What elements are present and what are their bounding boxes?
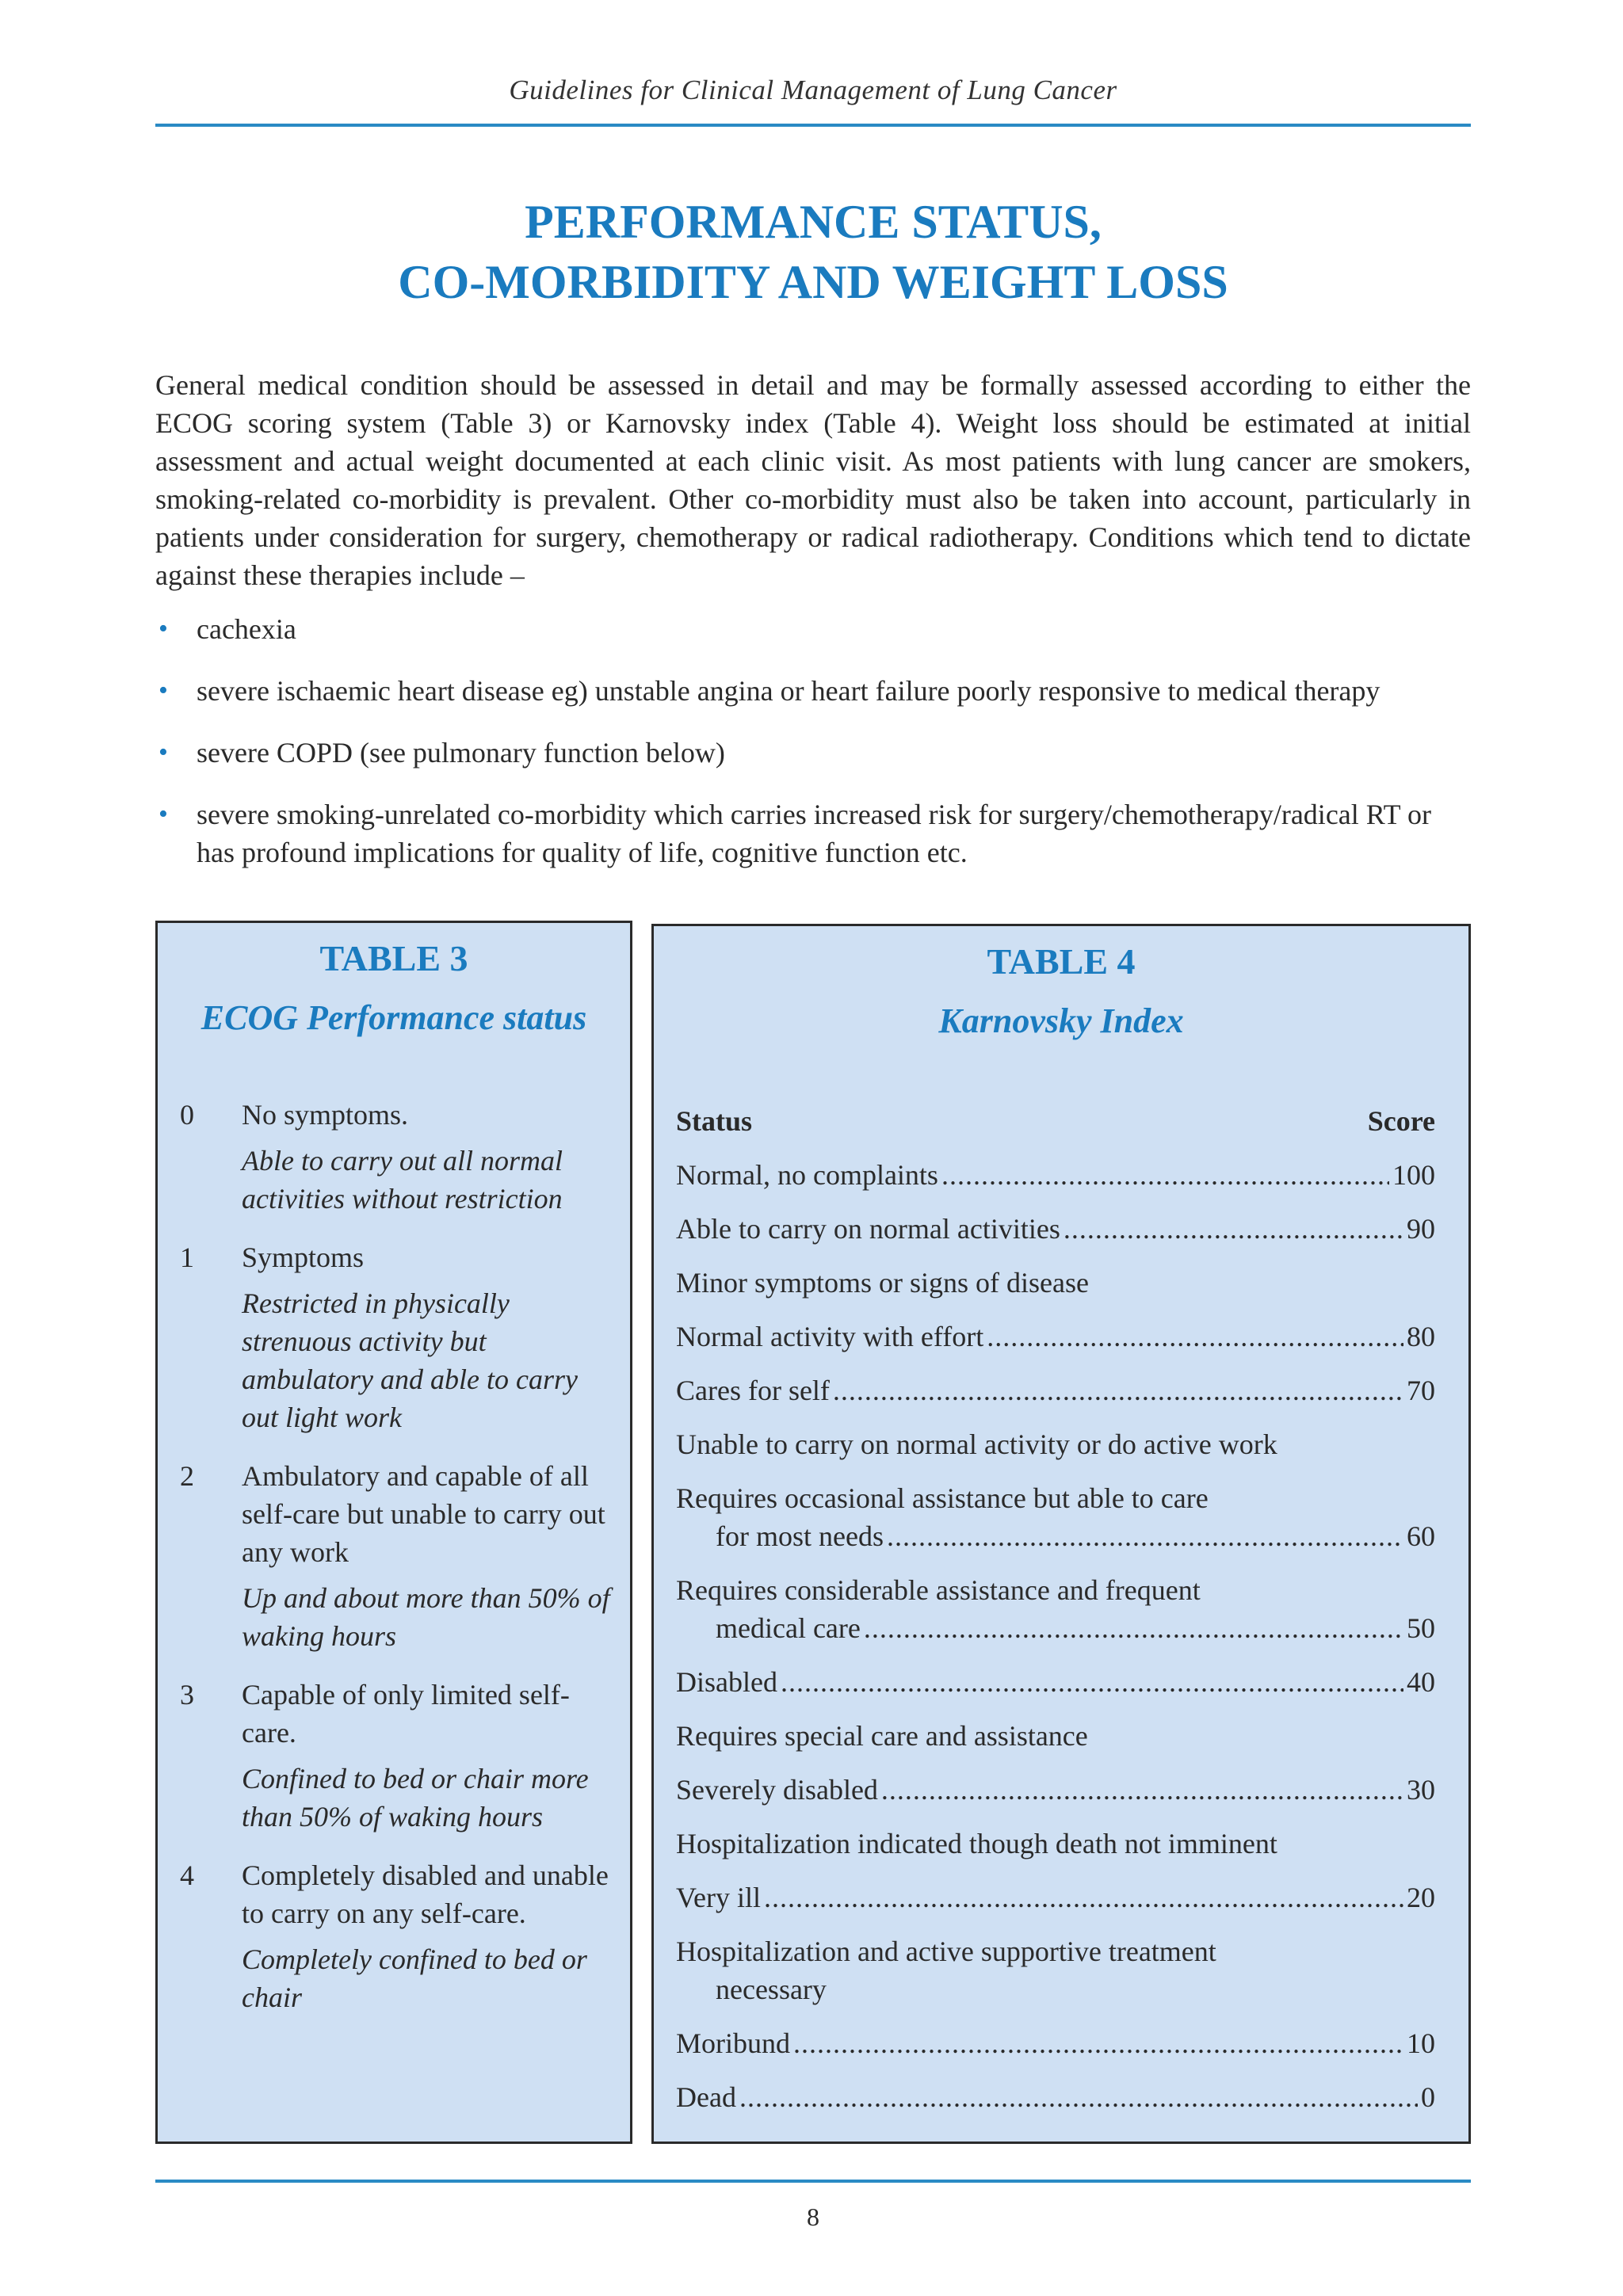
ecog-note: Up and about more than 50% of waking hours [242,1582,610,1652]
page-number: 8 [807,2203,819,2231]
table-4-label: TABLE 4 [987,941,1136,982]
bullet-icon: • [158,614,168,643]
karnovsky-group-heading: Requires special care and assistance [676,1720,1088,1752]
score: 70 [1407,1375,1435,1406]
ecog-note: Able to carry out all normal activities without restriction [242,1145,563,1215]
ecog-grade-number: 1 [180,1241,194,1273]
ecog-note: Restricted in physically strenuous activity but ambulatory and able to carry out light work [242,1287,578,1433]
ecog-description: No symptoms. [242,1099,409,1131]
dot-leader [764,1878,1403,1917]
table-3-ecog [155,921,632,2144]
karnovsky-row: Requires occasional assistance but able to care for most needs ..... 60 [676,1479,1435,1555]
score: 0 [1421,2081,1435,2113]
ecog-grade-number: 0 [180,1099,194,1131]
list-item: • severe ischaemic heart disease eg) unstable angina or heart failure poorly responsive to medical therapy [155,672,1471,710]
score: 50 [1407,1612,1435,1644]
ecog-description: Symptoms [242,1241,365,1273]
dot-leader [793,2024,1403,2062]
score: 80 [1407,1321,1435,1352]
dot-leader [833,1371,1403,1409]
karnovsky-row: Moribund ..... 10 [676,2024,1435,2062]
table-4-subtitle: Karnovsky Index [938,1001,1184,1040]
ecog-grade-0 [158,1096,630,1218]
dot-leader [781,1663,1403,1701]
title-line-1: PERFORMANCE STATUS, [525,196,1102,248]
score: 90 [1407,1213,1435,1245]
intro-paragraph: General medical condition should be assessed in detail and may be formally assessed according to either the ECOG scoring system (Table 3) or Karnovsky index (Table 4). Weight loss should be estimated at initial assessment and actual weight documented at each clinic visit. As most patients with lung cancer are smokers, smoking-related co-morbidity is prevalent. Other co-morbidity must also be taken into account, particularly in patients under consideration for surgery, chemotherapy or radical radiotherapy. Conditions which tend to dictate against these therapies include – [155,369,1471,591]
table-3-subtitle: ECOG Performance status [200,998,587,1037]
ecog-grade-number: 4 [180,1859,194,1891]
dot-leader [987,1318,1403,1356]
karnovsky-group-heading: Unable to carry on normal activity or do active work [676,1428,1277,1460]
dot-leader [887,1517,1403,1555]
ecog-grade-1 [158,1238,630,1436]
conditions-list [155,610,1471,895]
score: 10 [1407,2027,1435,2059]
ecog-grade-2 [158,1457,630,1655]
table-3-label: TABLE 3 [319,938,468,978]
karnovsky-row: Very ill ..... 20 [676,1878,1435,1917]
karnovsky-row: Requires considerable assistance and frequent medical care ..... 50 [676,1571,1435,1647]
karnovsky-row: Dead ..... 0 [676,2078,1435,2116]
ecog-description: Capable of only limited self-care. [242,1679,570,1749]
dot-leader [864,1609,1403,1647]
footer-rule [155,2180,1471,2183]
dot-leader [941,1156,1389,1194]
bullet-icon: • [158,799,168,829]
ecog-grade-4 [158,1856,630,2016]
score-column-header: Score [1367,1105,1435,1137]
ecog-note: Completely confined to bed or chair [242,1943,587,2013]
ecog-list [158,1096,630,2037]
karnovsky-group-heading: Hospitalization indicated though death not imminent [676,1828,1277,1859]
running-head: Guidelines for Clinical Management of Lung Cancer [509,74,1117,105]
dot-leader [739,2078,1418,2116]
dot-leader [1064,1210,1403,1248]
list-item: • severe COPD (see pulmonary function below) [155,734,1471,772]
title-line-2: CO-MORBIDITY AND WEIGHT LOSS [398,256,1228,308]
karnovsky-row: Normal activity with effort ..... 80 [676,1318,1435,1356]
karnovsky-row: Disabled ..... 40 [676,1663,1435,1701]
score: 30 [1407,1774,1435,1806]
karnovsky-list [676,1102,1435,2132]
ecog-grade-number: 2 [180,1460,194,1492]
ecog-description: Completely disabled and unable to carry on any self-care. [242,1859,609,1929]
list-item: • cachexia [155,610,1471,648]
dot-leader [881,1771,1403,1809]
karnovsky-row: Cares for self ..... 70 [676,1371,1435,1409]
score: 60 [1407,1520,1435,1552]
karnovsky-row: Able to carry on normal activities ..... 90 [676,1210,1435,1248]
page-title [155,192,1471,312]
status-column-header: Status [676,1105,753,1137]
karnovsky-header [676,1102,1435,1140]
score: 40 [1407,1666,1435,1698]
karnovsky-group-heading: Hospitalization and active supportive treatment necessary [676,1936,1216,2005]
bullet-icon: • [158,738,168,767]
ecog-note: Confined to bed or chair more than 50% of waking hours [242,1763,589,1833]
karnovsky-group-heading: Minor symptoms or signs of disease [676,1267,1089,1299]
karnovsky-row: Severely disabled ..... 30 [676,1771,1435,1809]
score: 100 [1392,1159,1435,1191]
ecog-description: Ambulatory and capable of all self-care but unable to carry out any work [242,1460,605,1568]
bullet-icon: • [158,676,168,705]
list-item: • severe smoking-unrelated co-morbidity which carries increased risk for surgery/chemotherapy/radical RT or has profound implications for quality of life, cognitive function etc. [155,795,1471,871]
ecog-grade-number: 3 [180,1679,194,1711]
ecog-grade-3 [158,1676,630,1836]
header-rule [155,124,1471,127]
table-4-karnovsky [651,924,1471,2144]
karnovsky-row: Normal, no complaints ..... 100 [676,1156,1435,1194]
score: 20 [1407,1882,1435,1913]
